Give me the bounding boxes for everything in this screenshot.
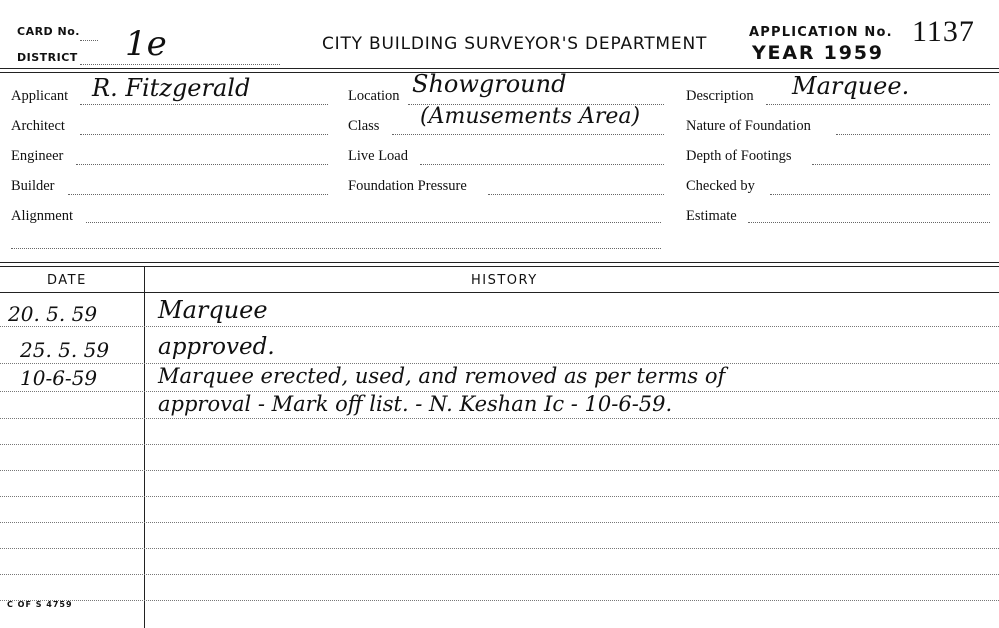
live-load-label: Live Load <box>348 148 408 164</box>
class-line <box>392 134 664 135</box>
builder-label: Builder <box>11 178 55 194</box>
ruled-line <box>0 574 999 575</box>
description-label: Description <box>686 88 754 104</box>
foundation-pressure-label: Foundation Pressure <box>348 178 467 194</box>
application-label: APPLICATION No. <box>749 25 893 40</box>
nature-of-foundation-line <box>836 134 990 135</box>
header-rule <box>0 68 999 69</box>
ruled-line <box>0 326 999 327</box>
live-load-line <box>420 164 664 165</box>
applicant-value: R. Fitzgerald <box>92 74 251 102</box>
estimate-label: Estimate <box>686 208 737 224</box>
ruled-line <box>0 470 999 471</box>
district-value: 1e <box>125 24 167 64</box>
ruled-line <box>0 444 999 445</box>
card-no-label: CARD No. <box>17 25 80 38</box>
date-column-header: DATE <box>47 273 87 288</box>
foundation-pressure-line <box>488 194 664 195</box>
location-label: Location <box>348 88 400 104</box>
history-line: Marquee <box>158 296 268 324</box>
year-label: YEAR 1959 <box>752 42 884 64</box>
checked-by-line <box>770 194 990 195</box>
ruled-line <box>0 522 999 523</box>
class-value: (Amusements Area) <box>420 104 641 129</box>
applicant-label: Applicant <box>11 88 69 104</box>
application-number: 1137 <box>912 15 975 48</box>
alignment-label: Alignment <box>11 208 74 224</box>
history-column-header: HISTORY <box>471 273 538 288</box>
ruled-line <box>0 496 999 497</box>
depth-of-footings-line <box>812 164 990 165</box>
applicant-line <box>80 104 328 105</box>
estimate-line <box>748 222 990 223</box>
card-no-line <box>80 40 98 41</box>
department-title: CITY BUILDING SURVEYOR'S DEPARTMENT <box>322 34 708 54</box>
builder-line <box>68 194 328 195</box>
district-label: DISTRICT <box>17 51 78 64</box>
form-code: C OF S 4759 <box>7 600 73 609</box>
engineer-line <box>76 164 328 165</box>
history-rule <box>0 262 999 263</box>
history-date: 25. 5. 59 <box>20 338 110 362</box>
column-header-rule <box>0 292 999 293</box>
nature-of-foundation-label: Nature of Foundation <box>686 118 811 134</box>
history-date: 20. 5. 59 <box>8 302 98 326</box>
history-rule-2 <box>0 266 999 267</box>
history-date: 10-6-59 <box>20 366 98 390</box>
history-line: approval - Mark off list. - N. Keshan Ic - 10-6-59. <box>158 392 673 416</box>
description-value: Marquee. <box>792 72 910 100</box>
alignment-line-2 <box>11 248 661 249</box>
checked-by-label: Checked by <box>686 178 755 194</box>
depth-of-footings-label: Depth of Footings <box>686 148 792 164</box>
alignment-line <box>86 222 661 223</box>
district-line <box>80 64 280 65</box>
ruled-line <box>0 418 999 419</box>
ruled-line <box>0 600 999 601</box>
engineer-label: Engineer <box>11 148 64 164</box>
architect-label: Architect <box>11 118 65 134</box>
history-line: Marquee erected, used, and removed as per terms of <box>158 364 726 388</box>
class-label: Class <box>348 118 380 134</box>
architect-line <box>80 134 328 135</box>
history-line: approved. <box>158 334 275 360</box>
location-value: Showground <box>412 70 567 98</box>
description-line <box>766 104 990 105</box>
ruled-line <box>0 548 999 549</box>
